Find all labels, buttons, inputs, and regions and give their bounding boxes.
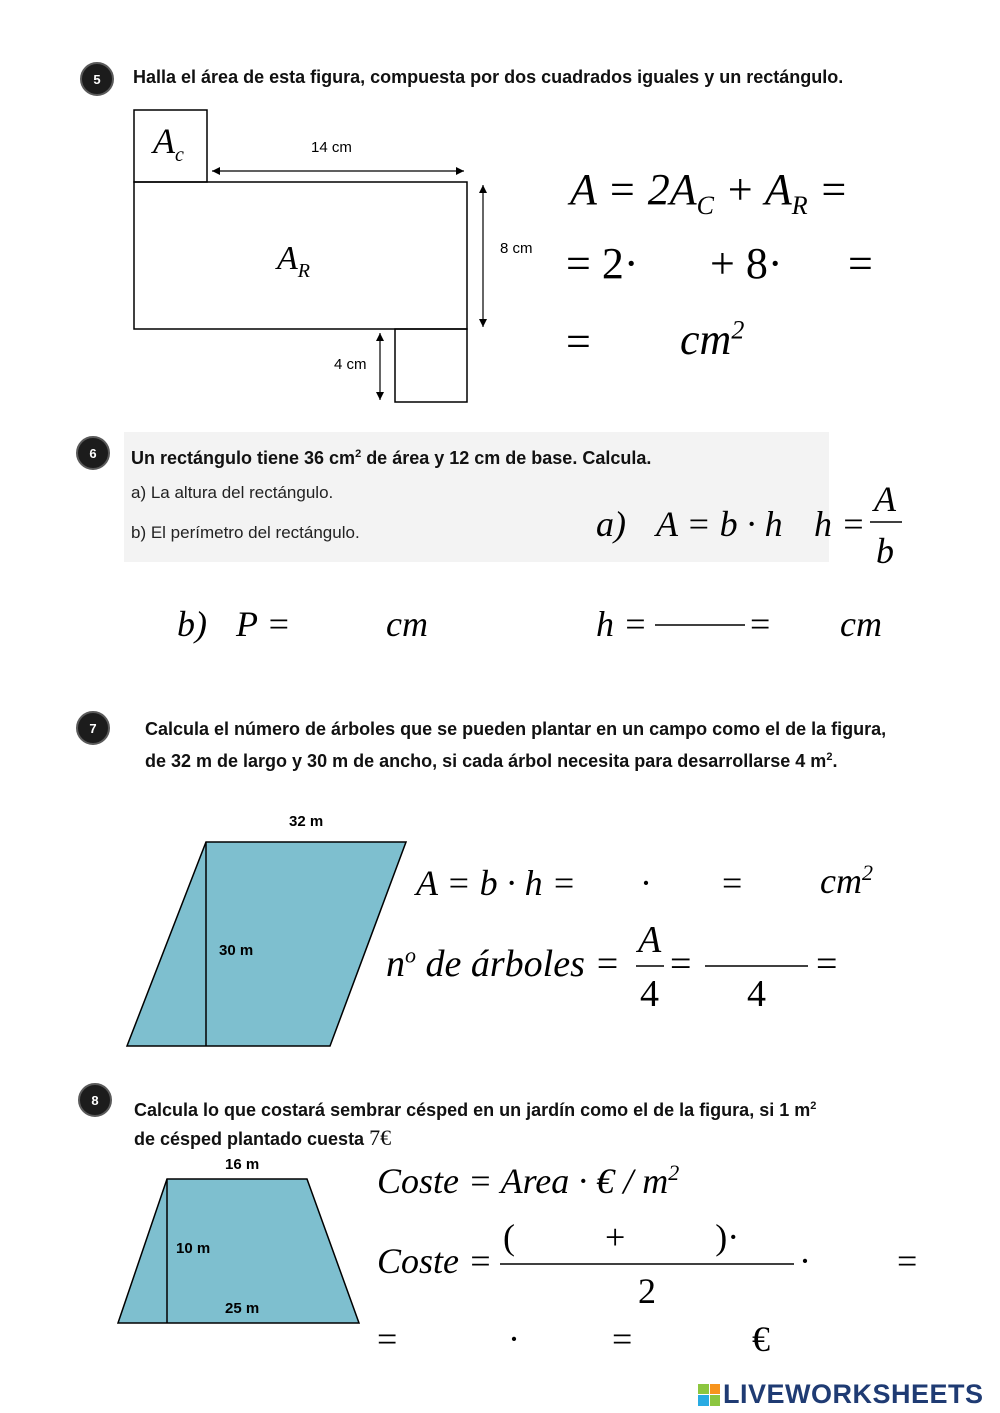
formula-line-2b: + 8·: [710, 239, 783, 288]
formula-line-2a: = 2·: [566, 239, 639, 288]
unit-exponent: 2: [731, 315, 745, 345]
formula-part: + A: [714, 165, 792, 214]
statement-part: de área y 12 cm de base. Calcula.: [361, 448, 652, 468]
item-a: a) La altura del rectángulo.: [131, 483, 334, 502]
dim-label-30m: 30 m: [219, 942, 254, 959]
formula-line-3a: =: [566, 317, 591, 366]
unit-cm: cm: [680, 315, 732, 364]
statement-exponent: 2: [826, 751, 833, 763]
equals-sign: =: [897, 1241, 918, 1281]
formula-line-2c: =: [848, 239, 873, 288]
formula-superscript: 2: [668, 1160, 680, 1185]
formula-perimeter: P =: [236, 604, 291, 644]
fraction-denominator: 2: [638, 1271, 656, 1311]
statement-exponent: 2: [355, 448, 362, 460]
unit-exponent: 2: [861, 860, 873, 885]
liveworksheets-logo: [698, 1379, 984, 1410]
equals-sign: =: [750, 604, 771, 644]
fraction-numerator: A: [874, 479, 896, 519]
formula-a-label: a): [596, 504, 626, 544]
statement-part: de césped plantado cuesta: [134, 1129, 370, 1149]
euro-sign: €: [752, 1319, 770, 1359]
formula-h-result: h =: [596, 604, 648, 644]
equals-sign: =: [670, 943, 692, 985]
dim-label-25m: 25 m: [225, 1300, 260, 1317]
statement-part: Calcula lo que costará sembrar césped en un jardín como el de la figura, si 1 m: [134, 1100, 811, 1120]
dim-label-10m: 10 m: [176, 1240, 211, 1257]
problem-number-badge: 6: [76, 436, 110, 470]
formula-subscript: C: [696, 190, 714, 220]
fraction-denominator: 4: [747, 973, 766, 1015]
dim-label-16m: 16 m: [225, 1156, 260, 1173]
label-ac-subscript: c: [175, 144, 184, 167]
formula-part: n: [386, 943, 405, 985]
perimeter-unit: cm: [386, 604, 428, 644]
formula-part: =: [807, 165, 849, 214]
label-ar-letter: A: [277, 240, 298, 277]
formula-b-label: b): [177, 604, 207, 644]
formula-cost-2: Coste =: [377, 1241, 493, 1281]
formula-area-rect: A = b · h: [656, 504, 783, 544]
dim-label-32m: 32 m: [289, 813, 324, 830]
equals-sign: =: [722, 863, 743, 903]
brand-name: LIVEWORKSHEETS: [723, 1379, 984, 1409]
formula-part: A = 2A: [570, 165, 697, 214]
dim-label-4cm: 4 cm: [334, 356, 367, 373]
fraction-numerator: A: [638, 919, 662, 961]
multiply-dot: ·: [640, 863, 652, 903]
fraction-numerator: ( + )·: [503, 1217, 740, 1257]
formula-superscript: o: [405, 942, 416, 968]
logo-mark-icon: [698, 1384, 720, 1406]
statement-part: .: [832, 751, 838, 771]
formula-subscript: R: [791, 190, 808, 220]
problem-number-badge: 5: [80, 62, 114, 96]
dim-label-14cm: 14 cm: [311, 139, 352, 156]
statement-part: Un rectángulo tiene 36 cm: [131, 448, 356, 468]
formula-h: h =: [814, 504, 866, 544]
equals-sign: =: [816, 943, 838, 985]
formula-area-parallelogram: A = b · h =: [416, 863, 576, 903]
formula-part: Coste = Area · € / m: [377, 1161, 669, 1201]
height-unit: cm: [840, 604, 882, 644]
problem-number-badge: 8: [78, 1083, 112, 1117]
statement-exponent: 2: [810, 1100, 817, 1112]
statement-part: Calcula el número de árboles que se pueden plantar en un campo como el de la figura, de 32 m de largo y 30 m de ancho, si cada árbol necesita para desarrollarse 4 m: [145, 719, 887, 771]
label-ar-subscript: R: [297, 259, 310, 282]
problem-statement: Halla el área de esta figura, compuesta por dos cuadrados iguales y un rectángulo.: [133, 67, 844, 87]
item-b: b) El perímetro del rectángulo.: [131, 523, 360, 542]
price-value: 7€: [369, 1125, 392, 1150]
equals-sign: =: [612, 1319, 633, 1359]
problem-number-badge: 7: [76, 711, 110, 745]
multiply-dot: ·: [799, 1241, 811, 1281]
fraction-denominator: b: [876, 531, 894, 571]
equals-sign: =: [377, 1319, 398, 1359]
unit-cm: cm: [820, 861, 862, 901]
fraction-denominator: 4: [640, 973, 659, 1015]
formula-part: de árboles =: [416, 943, 621, 985]
label-ac-letter: A: [153, 121, 175, 161]
multiply-dot: ·: [508, 1319, 520, 1359]
dim-label-8cm: 8 cm: [500, 240, 533, 257]
